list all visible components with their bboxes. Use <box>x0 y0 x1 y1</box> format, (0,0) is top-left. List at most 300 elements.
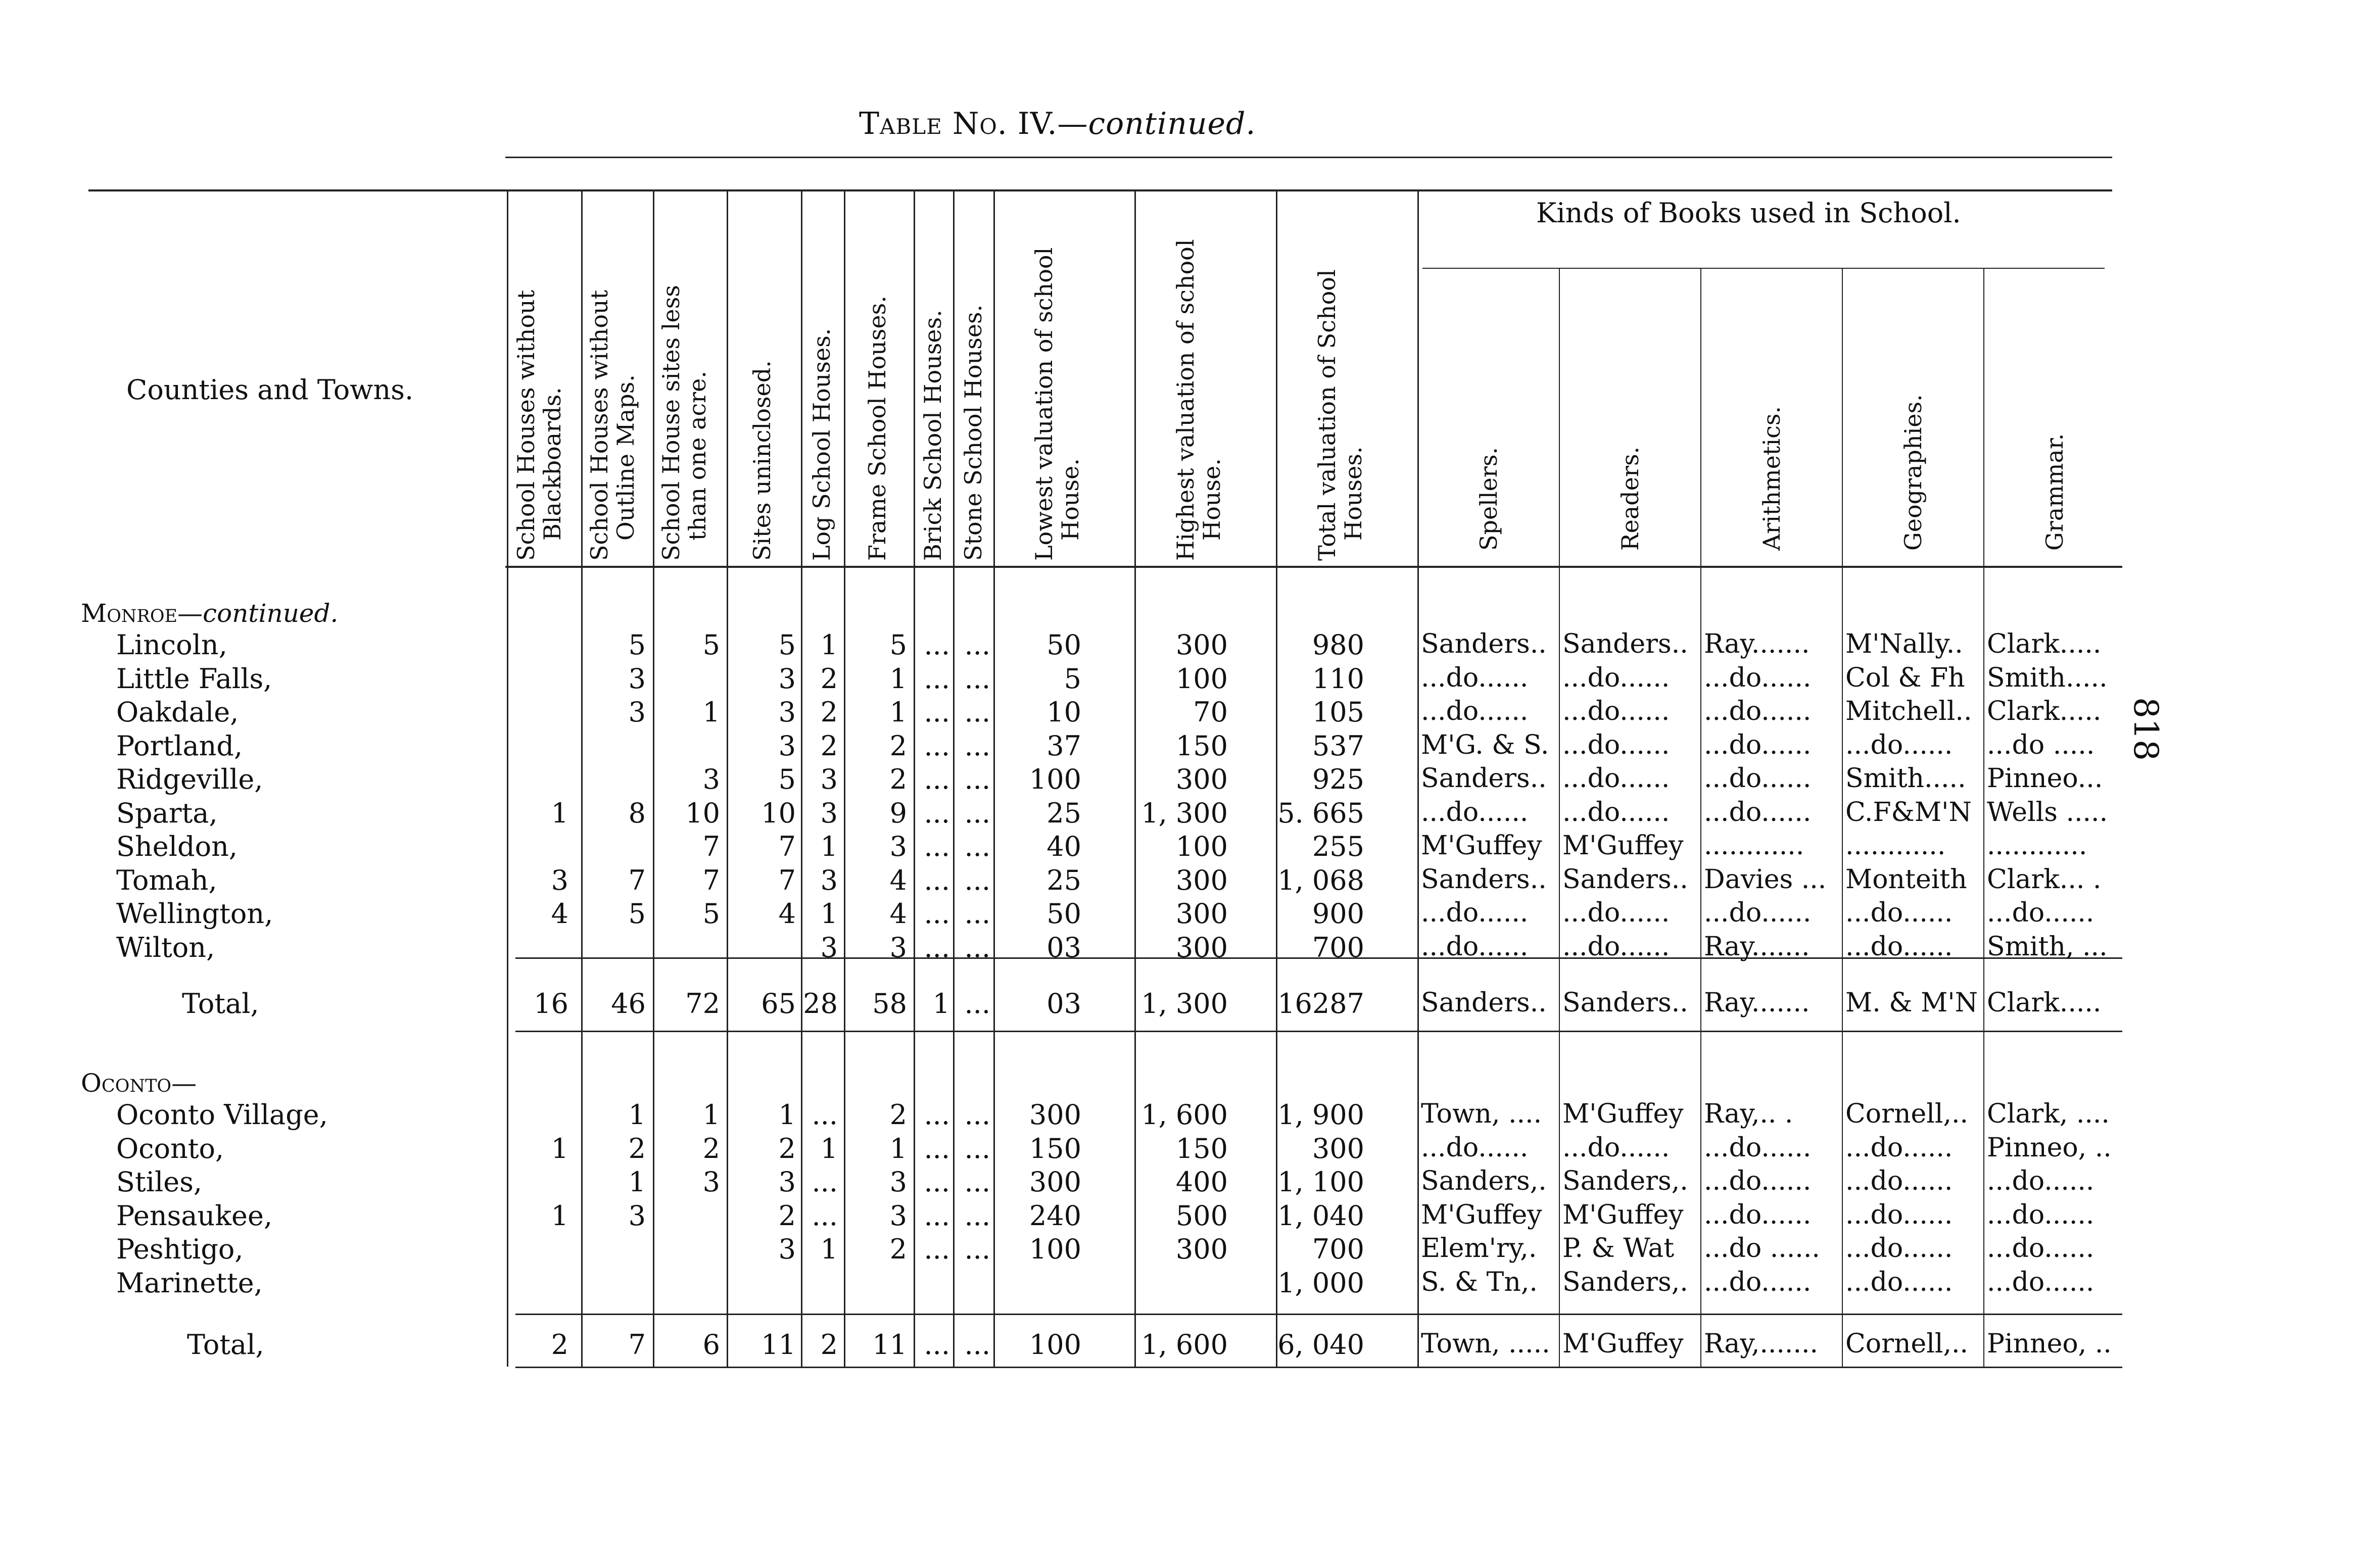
header-no-maps-l2: Outline Maps. <box>612 374 639 541</box>
table-row-monroe-7-c8: ... <box>964 864 990 896</box>
table-row-monroe-3-c8: ... <box>964 730 990 762</box>
header-readers: Readers. <box>1616 446 1644 551</box>
table-row-oconto-1-ge: ...do...... <box>1845 1132 1953 1163</box>
table-row-monroe-total-c3: 72 <box>685 988 720 1020</box>
table-row-monroe-3-c5: 2 <box>820 730 838 762</box>
table-row-monroe-4-gr: Pinneo... <box>1987 763 2103 794</box>
col-sep-14 <box>1700 268 1701 1367</box>
header-lowest <box>1031 248 1083 561</box>
table-row-oconto-1-low: 150 <box>1029 1132 1081 1165</box>
table-row-oconto-2-c6: 3 <box>889 1166 907 1198</box>
table-row-monroe-0-total: 980 <box>1312 629 1364 661</box>
table-row-monroe-8-c4: 4 <box>778 898 796 930</box>
table-row-oconto-3-ge: ...do...... <box>1845 1199 1953 1230</box>
table-row-monroe-3-c4: 3 <box>778 730 796 762</box>
table-row-monroe-4-high: 300 <box>1175 763 1228 795</box>
table-row-oconto-0-rd: M'Guffey <box>1562 1099 1684 1129</box>
table-row-monroe-8-total: 900 <box>1312 898 1364 930</box>
table-row-monroe-4-sp: Sanders.. <box>1421 763 1547 794</box>
table-row-monroe-2-rd: ...do...... <box>1562 696 1670 726</box>
title-prefix: Table No. IV.— <box>859 106 1088 141</box>
table-row-monroe-7-ge: Monteith <box>1845 864 1967 895</box>
table-row-monroe-7-c7: ... <box>924 864 950 896</box>
table-row-oconto-3-ar: ...do...... <box>1704 1199 1812 1230</box>
table-row-monroe-0-high: 300 <box>1175 629 1228 661</box>
col-sep-2 <box>581 189 583 1367</box>
table-row-monroe-4-c8: ... <box>964 763 990 795</box>
table-row-monroe-9-high: 300 <box>1175 931 1228 963</box>
table-row-monroe-3-rd: ...do...... <box>1562 730 1670 760</box>
table-row-oconto-1-sp: ...do...... <box>1421 1132 1529 1163</box>
table-row-monroe-5-c8: ... <box>964 797 990 829</box>
table-row-monroe-2-ge: Mitchell.. <box>1845 696 1972 726</box>
table-row-oconto-4-c7: ... <box>924 1233 950 1265</box>
table-row-monroe-1-sp: ...do...... <box>1421 662 1529 693</box>
table-row-monroe-5-sp: ...do...... <box>1421 797 1529 828</box>
table-row-monroe-5-ge: C.F&M'N <box>1845 797 1972 828</box>
table-row-oconto-3-sp: M'Guffey <box>1421 1199 1542 1230</box>
table-row-monroe-total-ge: M. & M'N <box>1845 988 1978 1018</box>
table-row-monroe-total-total: 16287 <box>1277 988 1364 1020</box>
table-row-monroe-3-high: 150 <box>1175 730 1228 762</box>
table-row-monroe-4-total: 925 <box>1312 763 1364 795</box>
table-row-monroe-9-gr: Smith, ... <box>1987 931 2108 962</box>
table-row-monroe-6-sp: M'Guffey <box>1421 831 1542 861</box>
table-row-monroe-9-ar: Ray....... <box>1704 931 1810 962</box>
table-row-monroe-2-c8: ... <box>964 696 990 728</box>
table-row-oconto-0-c3: 1 <box>702 1099 720 1131</box>
table-row-monroe-5-rd: ...do...... <box>1562 797 1670 828</box>
table-row-monroe-0-rd: Sanders.. <box>1562 629 1688 659</box>
section-monroe <box>81 599 338 628</box>
header-small-sites <box>658 285 710 561</box>
header-lowest-l2: House. <box>1057 458 1084 541</box>
table-row-monroe-7-c2: 7 <box>628 864 646 896</box>
table-row-oconto-0-sp: Town, .... <box>1421 1099 1542 1129</box>
table-row-oconto-0-c2: 1 <box>628 1099 646 1131</box>
table-row-oconto-4-total: 700 <box>1312 1233 1364 1265</box>
table-row-monroe-0-ge: M'Nally.. <box>1845 629 1963 659</box>
table-row-oconto-4-gr: ...do...... <box>1987 1233 2095 1264</box>
table-row-monroe-0-c7: ... <box>924 629 950 661</box>
table-row-monroe-6-c3: 7 <box>702 831 720 862</box>
table-row-oconto-4-c5: 1 <box>820 1233 838 1265</box>
header-total-val-l2: Houses. <box>1340 446 1367 541</box>
table-row-oconto-total-c3: 6 <box>702 1329 720 1361</box>
table-row-monroe-0-c3: 5 <box>702 629 720 661</box>
table-row-monroe-1-c4: 3 <box>778 662 796 695</box>
table-row-oconto-2-ge: ...do...... <box>1845 1166 1953 1196</box>
table-row-oconto-2-c2: 1 <box>628 1166 646 1198</box>
table-row-monroe-4-c3: 3 <box>702 763 720 795</box>
header-grammar: Grammar. <box>2041 433 2068 551</box>
page-number: 818 <box>2126 697 2165 761</box>
header-no-blackboards-l1: School Houses without <box>512 289 540 561</box>
header-no-blackboards-l2: Blackboards. <box>539 387 566 541</box>
table-row-oconto-2-gr: ...do...... <box>1987 1166 2095 1196</box>
table-row-monroe-1-name: Little Falls, <box>116 662 272 695</box>
table-row-oconto-0-name: Oconto Village, <box>116 1099 328 1131</box>
table-row-oconto-1-rd: ...do...... <box>1562 1132 1670 1163</box>
table-row-oconto-2-c5: ... <box>812 1166 838 1198</box>
table-row-monroe-2-name: Oakdale, <box>116 696 239 728</box>
table-row-monroe-total-ar: Ray....... <box>1704 988 1810 1018</box>
header-no-maps <box>586 290 639 561</box>
table-row-monroe-0-sp: Sanders.. <box>1421 629 1547 659</box>
table-row-monroe-1-total: 110 <box>1312 662 1364 695</box>
table-row-oconto-total-c6: 11 <box>872 1329 907 1361</box>
header-small-sites-l1: School House sites less <box>657 285 685 561</box>
table-title <box>859 106 1256 141</box>
table-row-oconto-1-c6: 1 <box>889 1132 907 1165</box>
table-row-oconto-4-c8: ... <box>964 1233 990 1265</box>
table-row-monroe-4-c5: 3 <box>820 763 838 795</box>
table-row-oconto-2-c3: 3 <box>702 1166 720 1198</box>
header-highest-l1: Highest valuation of school <box>1172 239 1199 561</box>
table-row-monroe-8-c7: ... <box>924 898 950 930</box>
table-row-monroe-0-c4: 5 <box>778 629 796 661</box>
table-row-oconto-3-c1: 1 <box>551 1199 568 1232</box>
table-row-oconto-5-gr: ...do...... <box>1987 1267 2095 1297</box>
col-sep-9 <box>993 189 995 1367</box>
table-row-monroe-4-ge: Smith..... <box>1845 763 1966 794</box>
table-row-monroe-6-c5: 1 <box>820 831 838 862</box>
header-lowest-l1: Lowest valuation of school <box>1030 247 1058 561</box>
table-row-oconto-4-c6: 2 <box>889 1233 907 1265</box>
table-row-monroe-8-ar: ...do...... <box>1704 898 1812 928</box>
table-row-monroe-6-c6: 3 <box>889 831 907 862</box>
table-row-monroe-2-c5: 2 <box>820 696 838 728</box>
table-row-monroe-1-ge: Col & Fh <box>1845 662 1965 693</box>
table-row-monroe-5-c4: 10 <box>761 797 796 829</box>
header-kinds-books: Kinds of Books used in School. <box>1536 197 1961 229</box>
table-row-monroe-7-rd: Sanders.. <box>1562 864 1688 895</box>
table-row-monroe-7-sp: Sanders.. <box>1421 864 1547 895</box>
table-row-oconto-2-total: 1, 100 <box>1277 1166 1364 1198</box>
header-frame: Frame School Houses. <box>864 296 891 561</box>
table-row-oconto-4-ar: ...do ...... <box>1704 1233 1820 1264</box>
table-row-oconto-4-low: 100 <box>1029 1233 1081 1265</box>
table-row-monroe-0-gr: Clark..... <box>1987 629 2102 659</box>
table-row-monroe-0-c5: 1 <box>820 629 838 661</box>
header-counties: Counties and Towns. <box>126 374 414 406</box>
table-row-monroe-5-name: Sparta, <box>116 797 218 829</box>
table-row-oconto-0-c4: 1 <box>778 1099 796 1131</box>
table-row-monroe-6-gr: ............ <box>1987 831 2087 861</box>
table-row-monroe-5-ar: ...do...... <box>1704 797 1812 828</box>
table-row-monroe-6-c7: ... <box>924 831 950 862</box>
table-row-oconto-total-name: Total, <box>187 1329 264 1361</box>
table-row-monroe-9-c7: ... <box>924 931 950 963</box>
table-row-monroe-8-ge: ...do...... <box>1845 898 1953 928</box>
table-row-oconto-3-c7: ... <box>924 1199 950 1232</box>
table-row-oconto-1-c7: ... <box>924 1132 950 1165</box>
table-row-monroe-total-c4: 65 <box>761 988 796 1020</box>
table-row-monroe-3-c7: ... <box>924 730 950 762</box>
col-sep-15 <box>1842 268 1843 1367</box>
table-row-oconto-1-c8: ... <box>964 1132 990 1165</box>
table-row-monroe-7-c3: 7 <box>702 864 720 896</box>
table-row-monroe-total-low: 03 <box>1046 988 1081 1020</box>
table-row-oconto-1-c2: 2 <box>628 1132 646 1165</box>
table-row-oconto-total-low: 100 <box>1029 1329 1081 1361</box>
table-row-oconto-3-c8: ... <box>964 1199 990 1232</box>
table-row-monroe-2-c7: ... <box>924 696 950 728</box>
table-row-monroe-0-ar: Ray....... <box>1704 629 1810 659</box>
table-row-oconto-3-total: 1, 040 <box>1277 1199 1364 1232</box>
table-row-monroe-5-c6: 9 <box>889 797 907 829</box>
table-row-monroe-9-c8: ... <box>964 931 990 963</box>
section-oconto-label: Oconto— <box>81 1069 197 1098</box>
table-row-oconto-2-c8: ... <box>964 1166 990 1198</box>
table-row-monroe-7-high: 300 <box>1175 864 1228 896</box>
table-row-monroe-0-c6: 5 <box>889 629 907 661</box>
table-row-oconto-4-high: 300 <box>1175 1233 1228 1265</box>
table-row-monroe-7-c4: 7 <box>778 864 796 896</box>
table-row-monroe-9-low: 03 <box>1046 931 1081 963</box>
table-row-oconto-3-c5: ... <box>812 1199 838 1232</box>
table-row-oconto-total-ge: Cornell,.. <box>1845 1329 1969 1359</box>
table-row-monroe-5-c1: 1 <box>551 797 568 829</box>
table-row-monroe-8-high: 300 <box>1175 898 1228 930</box>
table-row-monroe-total-high: 1, 300 <box>1141 988 1228 1020</box>
table-row-oconto-1-ar: ...do...... <box>1704 1132 1812 1163</box>
table-row-monroe-8-c5: 1 <box>820 898 838 930</box>
table-row-monroe-3-gr: ...do ..... <box>1987 730 2095 760</box>
table-row-monroe-9-c5: 3 <box>820 931 838 963</box>
header-log: Log School Houses. <box>808 328 835 561</box>
table-row-monroe-7-ar: Davies ... <box>1704 864 1827 895</box>
top-rule <box>505 157 2112 158</box>
section-oconto <box>81 1069 197 1098</box>
table-row-monroe-1-high: 100 <box>1175 662 1228 695</box>
table-row-monroe-4-c6: 2 <box>889 763 907 795</box>
table-row-monroe-6-name: Sheldon, <box>116 831 238 862</box>
header-highest <box>1172 239 1225 561</box>
table-row-oconto-4-c4: 3 <box>778 1233 796 1265</box>
table-row-monroe-2-c4: 3 <box>778 696 796 728</box>
table-row-oconto-3-c4: 2 <box>778 1199 796 1232</box>
table-row-oconto-3-low: 240 <box>1029 1199 1081 1232</box>
table-row-monroe-3-low: 37 <box>1046 730 1081 762</box>
table-row-monroe-4-c4: 5 <box>778 763 796 795</box>
table-row-monroe-4-ar: ...do...... <box>1704 763 1812 794</box>
table-row-monroe-2-gr: Clark..... <box>1987 696 2102 726</box>
header-brick: Brick School Houses. <box>919 310 946 561</box>
table-row-monroe-5-c2: 8 <box>628 797 646 829</box>
table-row-monroe-7-c5: 3 <box>820 864 838 896</box>
table-row-oconto-0-gr: Clark, .... <box>1987 1099 2110 1129</box>
table-row-monroe-3-c6: 2 <box>889 730 907 762</box>
table-row-monroe-8-gr: ...do...... <box>1987 898 2095 928</box>
header-bottom-rule <box>505 566 2122 568</box>
col-sep-7 <box>914 189 915 1367</box>
table-row-oconto-4-sp: Elem'ry,. <box>1421 1233 1537 1264</box>
table-row-monroe-8-low: 50 <box>1046 898 1081 930</box>
table-row-monroe-8-name: Wellington, <box>116 898 273 930</box>
books-subheader-rule <box>1422 268 2105 269</box>
header-small-sites-l2: than one acre. <box>684 371 711 541</box>
table-row-monroe-9-sp: ...do...... <box>1421 931 1529 962</box>
table-row-monroe-6-rd: M'Guffey <box>1562 831 1684 861</box>
table-row-oconto-total-c1: 2 <box>551 1329 568 1361</box>
table-row-oconto-2-name: Stiles, <box>116 1166 203 1198</box>
table-row-monroe-1-low: 5 <box>1064 662 1081 695</box>
table-row-oconto-5-ge: ...do...... <box>1845 1267 1953 1297</box>
table-row-monroe-9-total: 700 <box>1312 931 1364 963</box>
table-row-oconto-5-sp: S. & Tn,. <box>1421 1267 1538 1297</box>
table-row-oconto-0-c5: ... <box>812 1099 838 1131</box>
table-row-monroe-4-low: 100 <box>1029 763 1081 795</box>
table-row-monroe-2-low: 10 <box>1046 696 1081 728</box>
table-row-monroe-2-c3: 1 <box>702 696 720 728</box>
table-row-monroe-2-ar: ...do...... <box>1704 696 1812 726</box>
table-row-oconto-2-high: 400 <box>1175 1166 1228 1198</box>
col-sep-5 <box>801 189 802 1367</box>
table-row-oconto-total-total: 6, 040 <box>1277 1329 1364 1361</box>
table-row-monroe-8-rd: ...do...... <box>1562 898 1670 928</box>
table-row-monroe-6-ge: ............ <box>1845 831 1946 861</box>
table-row-monroe-1-rd: ...do...... <box>1562 662 1670 693</box>
table-row-oconto-2-sp: Sanders,. <box>1421 1166 1547 1196</box>
table-row-oconto-1-c1: 1 <box>551 1132 568 1165</box>
table-row-oconto-5-total: 1, 000 <box>1277 1267 1364 1299</box>
table-row-monroe-3-name: Portland, <box>116 730 243 762</box>
table-row-monroe-9-c6: 3 <box>889 931 907 963</box>
table-row-monroe-total-rd: Sanders.. <box>1562 988 1688 1018</box>
col-sep-4 <box>727 189 728 1367</box>
table-row-monroe-8-c2: 5 <box>628 898 646 930</box>
table-row-oconto-0-ar: Ray,.. . <box>1704 1099 1793 1129</box>
table-row-oconto-2-low: 300 <box>1029 1166 1081 1198</box>
table-row-oconto-3-gr: ...do...... <box>1987 1199 2095 1230</box>
table-row-oconto-0-c7: ... <box>924 1099 950 1131</box>
col-sep-8 <box>953 189 955 1367</box>
title-suffix: continued. <box>1088 106 1256 141</box>
table-row-monroe-1-c5: 2 <box>820 662 838 695</box>
table-row-monroe-total-c8: ... <box>964 988 990 1020</box>
table-row-monroe-2-high: 70 <box>1193 696 1228 728</box>
table-row-monroe-0-name: Lincoln, <box>116 629 227 661</box>
table-row-oconto-2-rd: Sanders,. <box>1562 1166 1688 1196</box>
table-row-oconto-total-gr: Pinneo, .. <box>1987 1329 2112 1359</box>
oconto-total-top-rule <box>515 1314 2122 1315</box>
table-row-monroe-3-ge: ...do...... <box>1845 730 1953 760</box>
table-row-monroe-total-c7: 1 <box>932 988 950 1020</box>
col-sep-16 <box>1983 268 1984 1367</box>
header-top-rule <box>88 189 2112 191</box>
table-row-oconto-total-sp: Town, ..... <box>1421 1329 1550 1359</box>
table-row-monroe-0-c8: ... <box>964 629 990 661</box>
table-row-monroe-2-total: 105 <box>1312 696 1364 728</box>
table-row-monroe-5-total: 5. 665 <box>1277 797 1364 829</box>
table-row-oconto-total-high: 1, 600 <box>1141 1329 1228 1361</box>
table-row-monroe-0-low: 50 <box>1046 629 1081 661</box>
table-row-oconto-1-high: 150 <box>1175 1132 1228 1165</box>
table-row-oconto-0-low: 300 <box>1029 1099 1081 1131</box>
table-row-oconto-5-rd: Sanders,. <box>1562 1267 1688 1297</box>
table-row-monroe-4-rd: ...do...... <box>1562 763 1670 794</box>
table-row-monroe-8-c1: 4 <box>551 898 568 930</box>
table-row-monroe-8-c3: 5 <box>702 898 720 930</box>
header-stone: Stone School Houses. <box>960 304 987 561</box>
col-sep-12 <box>1417 189 1419 1367</box>
table-row-monroe-9-name: Wilton, <box>116 931 215 963</box>
table-row-monroe-9-rd: ...do...... <box>1562 931 1670 962</box>
table-row-monroe-3-ar: ...do...... <box>1704 730 1812 760</box>
table-row-oconto-total-rd: M'Guffey <box>1562 1329 1684 1359</box>
header-total-val <box>1314 269 1366 561</box>
table-row-oconto-5-name: Marinette, <box>116 1267 263 1299</box>
table-row-oconto-4-name: Peshtigo, <box>116 1233 244 1265</box>
table-row-monroe-2-sp: ...do...... <box>1421 696 1529 726</box>
col-sep-6 <box>844 189 845 1367</box>
table-row-oconto-total-c4: 11 <box>761 1329 796 1361</box>
table-row-oconto-1-total: 300 <box>1312 1132 1364 1165</box>
table-row-monroe-6-high: 100 <box>1175 831 1228 862</box>
table-row-monroe-1-c2: 3 <box>628 662 646 695</box>
table-row-oconto-3-rd: M'Guffey <box>1562 1199 1684 1230</box>
table-row-oconto-total-c7: ... <box>924 1329 950 1361</box>
table-row-monroe-8-c6: 4 <box>889 898 907 930</box>
table-row-monroe-8-sp: ...do...... <box>1421 898 1529 928</box>
table-row-monroe-5-c3: 10 <box>685 797 720 829</box>
table-row-oconto-2-c7: ... <box>924 1166 950 1198</box>
table-row-oconto-0-c6: 2 <box>889 1099 907 1131</box>
table-row-monroe-9-ge: ...do...... <box>1845 931 1953 962</box>
table-row-monroe-6-c8: ... <box>964 831 990 862</box>
table-row-oconto-3-high: 500 <box>1175 1199 1228 1232</box>
table-row-oconto-total-c2: 7 <box>628 1329 646 1361</box>
table-row-oconto-1-c3: 2 <box>702 1132 720 1165</box>
table-row-monroe-total-sp: Sanders.. <box>1421 988 1547 1018</box>
table-row-monroe-3-total: 537 <box>1312 730 1364 762</box>
table-row-oconto-3-name: Pensaukee, <box>116 1199 273 1232</box>
table-row-oconto-1-gr: Pinneo, .. <box>1987 1132 2112 1163</box>
table-row-monroe-1-c7: ... <box>924 662 950 695</box>
table-row-monroe-total-name: Total, <box>182 988 259 1020</box>
table-row-monroe-5-c7: ... <box>924 797 950 829</box>
table-row-monroe-0-c2: 5 <box>628 629 646 661</box>
header-spellers: Spellers. <box>1475 447 1502 551</box>
table-row-monroe-7-low: 25 <box>1046 864 1081 896</box>
table-row-oconto-5-ar: ...do...... <box>1704 1267 1812 1297</box>
table-row-oconto-3-c2: 3 <box>628 1199 646 1232</box>
col-sep-1 <box>507 189 508 1367</box>
table-row-oconto-1-name: Oconto, <box>116 1132 224 1165</box>
table-row-oconto-0-ge: Cornell,.. <box>1845 1099 1969 1129</box>
col-sep-13 <box>1559 268 1560 1367</box>
oconto-total-bottom-rule <box>515 1367 2122 1368</box>
table-row-oconto-0-c8: ... <box>964 1099 990 1131</box>
header-no-blackboards <box>513 290 565 561</box>
table-row-monroe-2-c6: 1 <box>889 696 907 728</box>
table-row-monroe-8-c8: ... <box>964 898 990 930</box>
header-total-val-l1: Total valuation of School <box>1313 269 1341 561</box>
table-row-monroe-6-total: 255 <box>1312 831 1364 862</box>
col-sep-3 <box>653 189 654 1367</box>
table-row-monroe-5-c5: 3 <box>820 797 838 829</box>
table-row-monroe-4-name: Ridgeville, <box>116 763 263 795</box>
header-highest-l2: House. <box>1198 458 1225 541</box>
table-row-monroe-5-low: 25 <box>1046 797 1081 829</box>
header-unenclosed: Sites uninclosed. <box>748 360 776 561</box>
table-row-oconto-total-c8: ... <box>964 1329 990 1361</box>
table-row-monroe-1-c6: 1 <box>889 662 907 695</box>
table-row-oconto-2-ar: ...do...... <box>1704 1166 1812 1196</box>
table-row-monroe-total-c2: 46 <box>611 988 646 1020</box>
table-row-oconto-4-ge: ...do...... <box>1845 1233 1953 1264</box>
